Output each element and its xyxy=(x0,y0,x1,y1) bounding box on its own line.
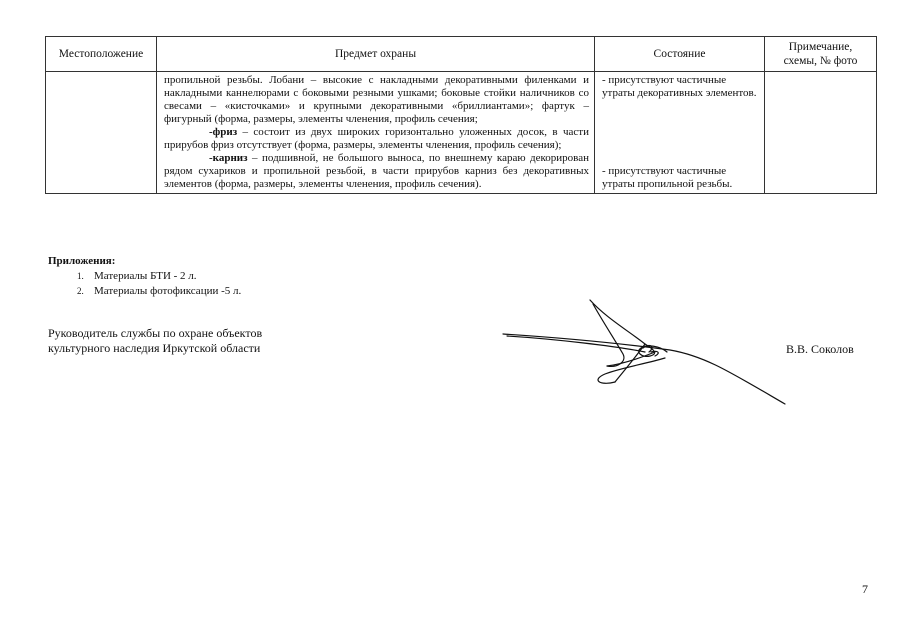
header-state: Состояние xyxy=(595,37,765,72)
state-item-2: - присутствуют частичные утраты пропильной резьбы. xyxy=(602,165,733,190)
cell-note xyxy=(765,72,877,194)
header-note-line2: схемы, № фото xyxy=(783,55,858,67)
appendix-title: Приложения: xyxy=(48,255,116,267)
frieze-label: -фриз xyxy=(209,126,238,138)
appendix-section xyxy=(48,254,241,299)
frieze-text: – состоит из двух широких горизонтально уложенных досок, в части прирубов фриз отсутствует (форма, размеры, элементы членения, профиль сечения); xyxy=(164,126,589,151)
cornice-text: – подшивной, не большого выноса, по внешнему караю декорирован рядом сухариков и пропильной резьбой, в части прирубов карниз без декоративных элементов (форма, размеры, элементы членения, профиль сечения). xyxy=(164,152,589,190)
cornice-label: -карниз xyxy=(209,152,248,164)
subject-paragraph: пропильной резьбы. Лобани – высокие с накладными декоративными филенками и накладными каннелюрами с боковыми резными ушками; боковые стойки наличников со свесами – «кисточками» и крупными декоративными «бриллиантами»; фартук – фигурный (форма, размеры, элементы членения, профиль сечения; xyxy=(164,74,589,125)
handwritten-signature xyxy=(495,292,790,417)
signer-organization xyxy=(48,326,262,356)
signer-org-line2: культурного наследия Иркутской области xyxy=(48,341,261,355)
cell-location xyxy=(46,72,157,194)
cell-subject xyxy=(157,72,595,194)
header-note-line1: Примечание, xyxy=(788,41,853,53)
frieze-paragraph xyxy=(164,126,589,152)
appendix-item: 1. Материалы БТИ - 2 л. xyxy=(86,269,241,284)
protection-table xyxy=(45,36,877,194)
header-subject: Предмет охраны xyxy=(157,37,595,72)
header-note xyxy=(765,37,877,72)
signer-org-line1: Руководитель службы по охране объектов xyxy=(48,326,263,340)
cornice-paragraph xyxy=(164,152,589,191)
cell-state xyxy=(595,72,765,194)
appendix-item: 2. Материалы фотофиксации -5 л. xyxy=(86,284,241,299)
table-header-row xyxy=(46,37,877,72)
appendix-list xyxy=(48,269,241,299)
state-item-1: - присутствуют частичные утраты декоративных элементов. xyxy=(602,74,757,99)
table-row xyxy=(46,72,877,194)
signer-name: В.В. Соколов xyxy=(786,342,854,356)
page-number: 7 xyxy=(862,582,868,596)
header-location: Местоположение xyxy=(46,37,157,72)
